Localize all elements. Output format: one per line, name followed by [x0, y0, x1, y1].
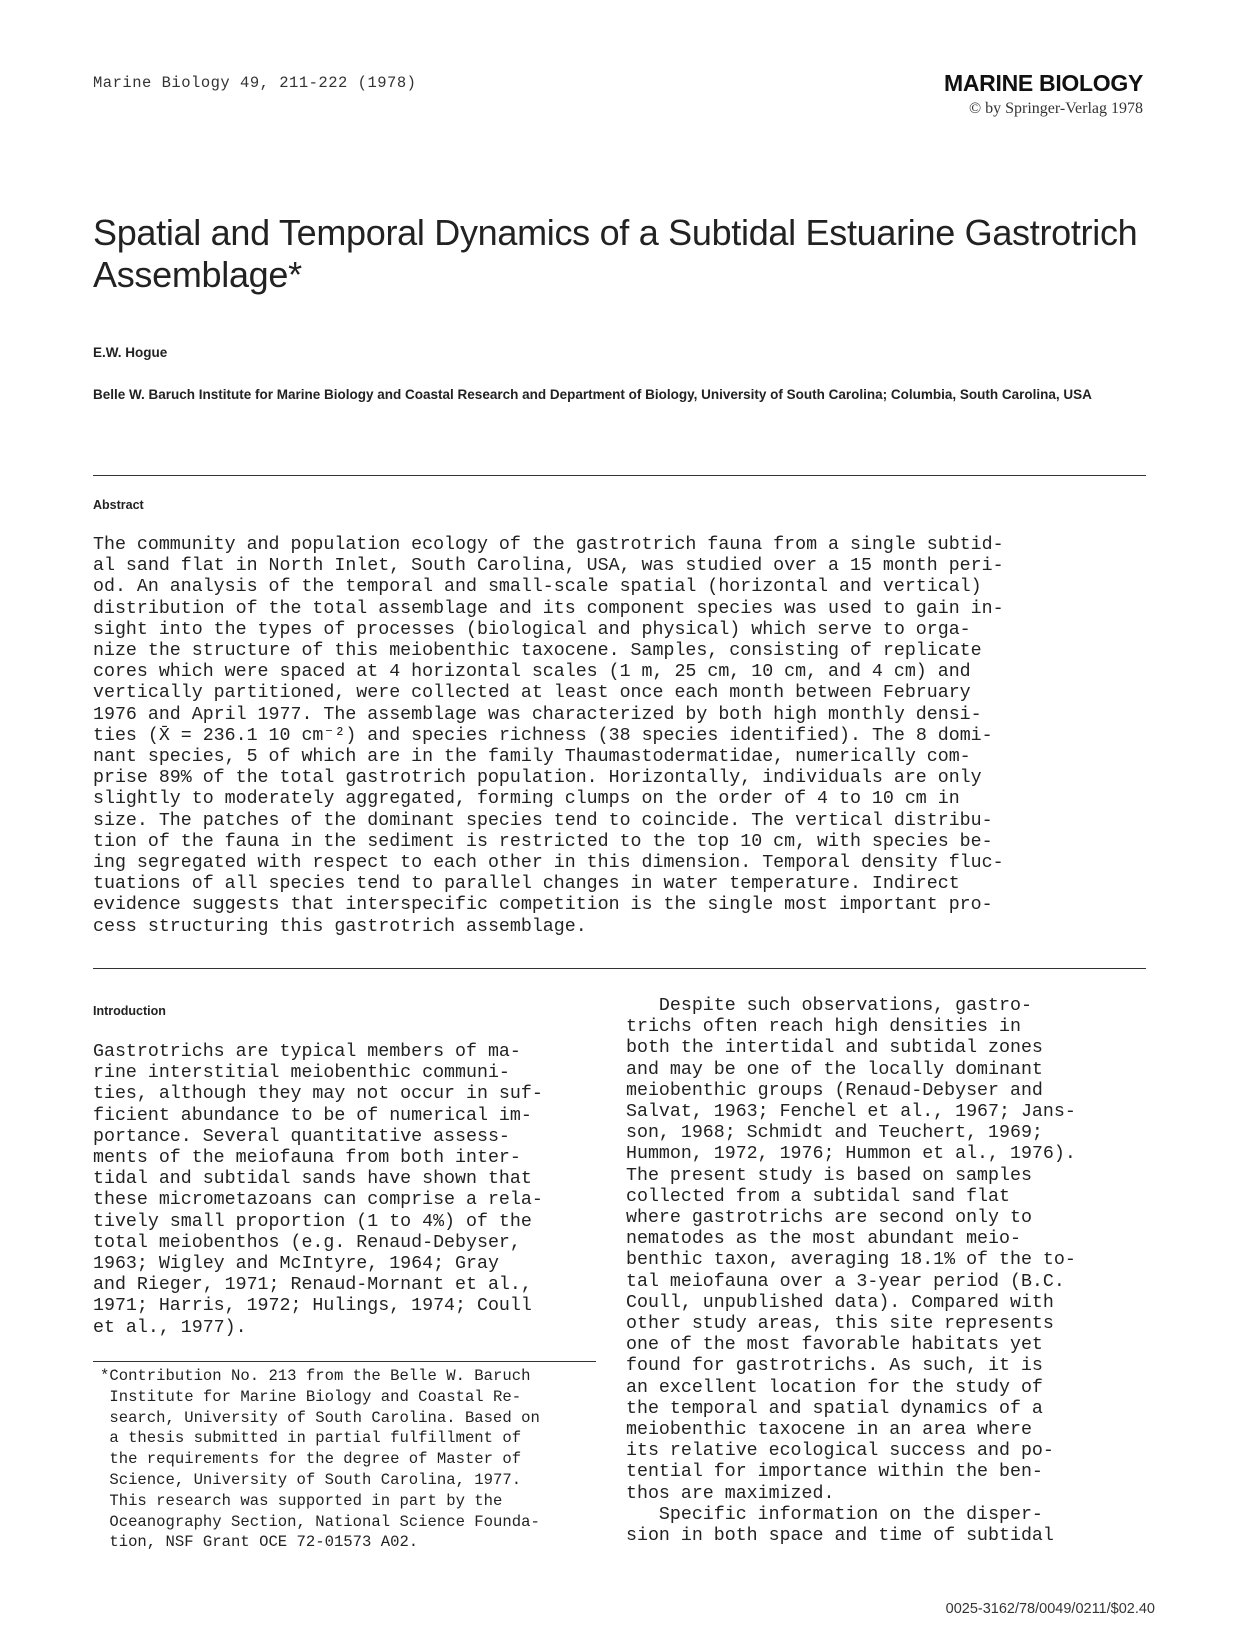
text-line: evidence suggests that interspecific competition is the single most important pro- [93, 895, 993, 916]
text-line: slightly to moderately aggregated, forming clumps on the order of 4 to 10 cm in [93, 789, 960, 810]
text-line: these micrometazoans can comprise a rela- [93, 1190, 543, 1211]
footnote-rule [93, 1361, 596, 1362]
text-line: son, 1968; Schmidt and Teuchert, 1969; [626, 1123, 1043, 1144]
abstract-bottom-rule [93, 968, 1146, 969]
introduction-heading: Introduction [93, 1004, 166, 1018]
text-line: where gastrotrichs are second only to [626, 1208, 1032, 1229]
introduction-left-column [93, 1042, 543, 1339]
journal-name: MARINE BIOLOGY [944, 70, 1143, 96]
text-line: vertically partitioned, were collected at least once each month between February [93, 683, 971, 704]
text-line: Despite such observations, gastro- [626, 996, 1032, 1016]
text-line: its relative ecological success and po- [626, 1441, 1054, 1462]
text-line: tential for importance within the ben- [626, 1462, 1043, 1483]
text-line: cess structuring this gastrotrich assemblage. [93, 916, 587, 937]
text-line: ments of the meiofauna from both inter- [93, 1148, 521, 1169]
title-footnote [100, 1366, 540, 1553]
text-line: meiobenthic groups (Renaud-Debyser and [626, 1080, 1043, 1101]
text-line: rine interstitial meiobenthic communi- [93, 1063, 510, 1084]
text-line: meiobenthic taxocene in an area where [626, 1420, 1032, 1441]
abstract-heading: Abstract [93, 498, 144, 512]
text-line: both the intertidal and subtidal zones [626, 1038, 1043, 1059]
text-line: 1971; Harris, 1972; Hulings, 1974; Coull [93, 1296, 532, 1317]
text-line: tion, NSF Grant OCE 72-01573 A02. [100, 1533, 419, 1552]
introduction-right-column [626, 996, 1076, 1547]
text-line: tuations of all species tend to parallel changes in water temperature. Indirect [93, 874, 960, 895]
text-line: the temporal and spatial dynamics of a [626, 1398, 1043, 1419]
text-line: one of the most favorable habitats yet [626, 1335, 1043, 1356]
text-line: od. An analysis of the temporal and small-scale spatial (horizontal and vertical) [93, 577, 982, 598]
text-line: distribution of the total assemblage and its component species was used to gain in- [93, 598, 1004, 619]
text-line: ties (X̄ = 236.1 10 cm⁻²) and species richness (38 species identified). The 8 domi- [93, 725, 993, 746]
text-line: prise 89% of the total gastrotrich population. Horizontally, individuals are only [93, 768, 982, 789]
journal-citation: Marine Biology 49, 211-222 (1978) [93, 74, 417, 92]
text-line: Specific information on the disper- [626, 1504, 1043, 1525]
text-line: tidal and subtidal sands have shown that [93, 1169, 532, 1190]
text-line: found for gastrotrichs. As such, it is [626, 1356, 1043, 1377]
text-line: tal meiofauna over a 3-year period (B.C. [626, 1271, 1065, 1292]
text-line: nematodes as the most abundant meio- [626, 1229, 1021, 1250]
text-line: sight into the types of processes (biological and physical) which serve to orga- [93, 619, 971, 640]
article-title: Spatial and Temporal Dynamics of a Subtidal Estuarine Gastrotrich Assemblage* [93, 212, 1138, 295]
text-line: Oceanography Section, National Science Founda- [100, 1512, 540, 1531]
text-line: trichs often reach high densities in [626, 1017, 1021, 1038]
author-affiliation: Belle W. Baruch Institute for Marine Biology and Coastal Research and Department of Biology, University of South Carolina; Columbia, South Carolina, USA [93, 387, 1092, 402]
text-line: size. The patches of the dominant species tend to coincide. The vertical distribu- [93, 810, 993, 831]
publisher-copyright: © by Springer-Verlag 1978 [968, 100, 1143, 117]
text-line: Science, University of South Carolina, 1977. [100, 1470, 522, 1489]
text-line: ties, although they may not occur in suf- [93, 1084, 543, 1105]
text-line: et al., 1977). [93, 1317, 247, 1338]
text-line: Coull, unpublished data). Compared with [626, 1292, 1054, 1313]
text-line: Hummon, 1972, 1976; Hummon et al., 1976). [626, 1144, 1076, 1165]
text-line: tion of the fauna in the sediment is restricted to the top 10 cm, with species be- [93, 831, 993, 852]
issn-code: 0025-3162/78/0049/0211/$02.40 [945, 1601, 1155, 1617]
text-line: Gastrotrichs are typical members of ma- [93, 1042, 521, 1062]
text-line: nant species, 5 of which are in the family Thaumastodermatidae, numerically com- [93, 747, 971, 768]
text-line: an excellent location for the study of [626, 1377, 1043, 1398]
text-line: sion in both space and time of subtidal [626, 1526, 1054, 1547]
author-name: E.W. Hogue [93, 345, 168, 360]
text-line: *Contribution No. 213 from the Belle W. Baruch [100, 1367, 531, 1385]
text-line: collected from a subtidal sand flat [626, 1186, 1010, 1207]
text-line: search, University of South Carolina. Based on [100, 1408, 540, 1427]
text-line: al sand flat in North Inlet, South Carolina, USA, was studied over a 15 month peri- [93, 556, 1004, 577]
text-line: and may be one of the locally dominant [626, 1059, 1043, 1080]
abstract-body [93, 535, 1153, 938]
text-line: Institute for Marine Biology and Coastal Re- [100, 1387, 522, 1406]
text-line: The community and population ecology of the gastrotrich fauna from a single subtid- [93, 535, 1004, 555]
text-line: tively small proportion (1 to 4%) of the [93, 1211, 532, 1232]
text-line: the requirements for the degree of Master of [100, 1450, 522, 1469]
text-line: 1963; Wigley and McIntyre, 1964; Gray [93, 1254, 499, 1275]
text-line: The present study is based on samples [626, 1165, 1032, 1186]
text-line: This research was supported in part by the [100, 1491, 503, 1510]
text-line: nize the structure of this meiobenthic taxocene. Samples, consisting of replicate [93, 641, 982, 662]
text-line: thos are maximized. [626, 1483, 835, 1504]
text-line: a thesis submitted in partial fulfillment of [100, 1429, 522, 1448]
abstract-top-rule [93, 475, 1146, 476]
text-line: Salvat, 1963; Fenchel et al., 1967; Jans- [626, 1102, 1076, 1123]
text-line: cores which were spaced at 4 horizontal scales (1 m, 25 cm, 10 cm, and 4 cm) and [93, 662, 971, 683]
text-line: ficient abundance to be of numerical im- [93, 1105, 532, 1126]
text-line: and Rieger, 1971; Renaud-Mornant et al., [93, 1275, 532, 1296]
text-line: portance. Several quantitative assess- [93, 1126, 510, 1147]
text-line: 1976 and April 1977. The assemblage was characterized by both high monthly densi- [93, 704, 982, 725]
text-line: other study areas, this site represents [626, 1314, 1054, 1335]
text-line: ing segregated with respect to each other in this dimension. Temporal density fluc- [93, 853, 1004, 874]
journal-masthead [944, 70, 1143, 120]
text-line: total meiobenthos (e.g. Renaud-Debyser, [93, 1232, 521, 1253]
text-line: benthic taxon, averaging 18.1% of the to- [626, 1250, 1076, 1271]
